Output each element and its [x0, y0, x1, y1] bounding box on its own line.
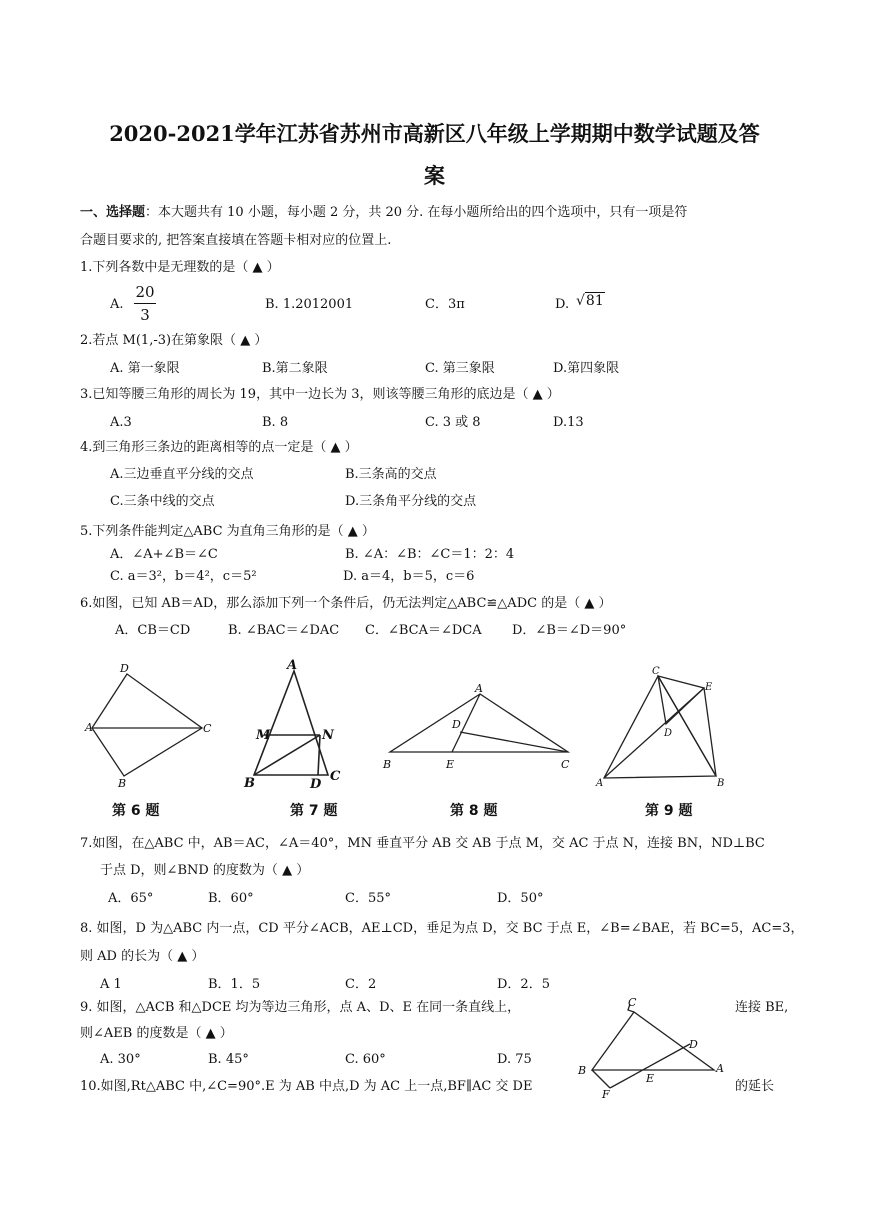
- q5-stem: 5.下列条件能判定△ABC 为直角三角形的是（ ▲ ）: [80, 524, 375, 539]
- q7-option-b: B．60°: [208, 891, 254, 906]
- fig10-label-c: C: [628, 996, 637, 1009]
- q5-option-c: C. a＝3²，b＝4²，c＝5²: [110, 569, 257, 584]
- figure-8-diagram: [380, 680, 580, 780]
- figure-7-caption: 第 7 题: [290, 803, 338, 819]
- fig8-label-c: C: [561, 758, 570, 771]
- fig7-triangle-abc: [254, 671, 328, 775]
- q2-option-a: A. 第一象限: [110, 361, 180, 376]
- fig8-label-e: E: [446, 758, 455, 771]
- q3-stem: 3.已知等腰三角形的周长为 19，其中一边长为 3，则该等腰三角形的底边是（ ▲ ）: [80, 387, 560, 402]
- fig7-label-m: M: [256, 728, 271, 743]
- q4-option-b: B.三条高的交点: [345, 467, 437, 482]
- fig9-line-eb: [704, 688, 716, 776]
- figure-8-caption: 第 8 题: [450, 803, 498, 819]
- section-intro: [80, 205, 687, 221]
- fig7-label-c: C: [330, 769, 341, 784]
- q8-stem-line1: 8. 如图，D 为△ABC 内一点，CD 平分∠ACB，AE⊥CD，垂足为点 D，交 BC 于点 E，∠B=∠BAE，若 BC=5，AC=3，: [80, 921, 804, 936]
- fig8-label-b: B: [383, 758, 392, 771]
- q1-option-b: B. 1.2012001: [265, 297, 354, 312]
- q9-stem-line1-tail: 连接 BE,: [735, 1000, 789, 1015]
- fig9-line-ae: [604, 688, 704, 778]
- fig6-label-c: C: [203, 722, 212, 735]
- q4-option-a: A.三边垂直平分线的交点: [110, 467, 254, 482]
- q5-option-d: D. a＝4，b＝5，c＝6: [343, 569, 475, 584]
- q6-option-c: C．∠BCA＝∠DCA: [365, 623, 482, 638]
- fig6-label-b: B: [118, 777, 127, 790]
- q8-option-c: C．2: [345, 977, 377, 992]
- q3-option-c: C. 3 或 8: [425, 415, 481, 430]
- fig9-label-a: A: [596, 778, 604, 789]
- q1-option-c: C．3π: [425, 297, 465, 312]
- q6-option-d: D．∠B＝∠D＝90°: [512, 623, 627, 638]
- document-title-line1: 2020-2021学年江苏省苏州市高新区八年级上学期期中数学试题及答: [109, 121, 760, 146]
- q6-option-a: A．CB＝CD: [115, 623, 191, 638]
- q5-option-b: B. ∠A：∠B：∠C＝1：2：4: [345, 547, 515, 562]
- q2-option-d: D.第四象限: [553, 361, 620, 376]
- q7-stem-line2: 于点 D，则∠BND 的度数为（ ▲ ）: [100, 863, 310, 878]
- fig7-label-a: A: [287, 658, 298, 673]
- q3-option-d: D.13: [553, 415, 584, 430]
- q9-option-b: B. 45°: [208, 1052, 249, 1067]
- q2-stem: 2.若点 M(1,-3)在第象限（ ▲ ）: [80, 333, 268, 348]
- figure-7-diagram: [238, 655, 348, 795]
- fig6-quadrilateral: [92, 674, 202, 776]
- q1-radicand: 81: [585, 293, 604, 309]
- q1-option-d-label: D.: [555, 297, 570, 312]
- q4-stem: 4.到三角形三条边的距离相等的点一定是（ ▲ ）: [80, 440, 358, 455]
- q8-stem-line2: 则 AD 的长为（ ▲ ）: [80, 949, 205, 964]
- fig8-label-d: D: [452, 718, 461, 731]
- fig8-label-a: A: [475, 682, 483, 695]
- fig7-label-b: B: [244, 776, 255, 791]
- fig6-label-a: A: [85, 721, 93, 734]
- figure-6-diagram: [82, 662, 217, 792]
- document-title-line2: 案: [424, 163, 445, 188]
- fig9-label-d: D: [664, 728, 673, 739]
- q4-option-d: D.三条角平分线的交点: [345, 494, 477, 509]
- fig6-label-d: D: [120, 662, 129, 675]
- fig10-label-f: F: [602, 1088, 610, 1101]
- fig8-triangle-abc: [390, 694, 568, 752]
- fig10-label-b: B: [578, 1064, 587, 1077]
- q6-stem: 6.如图，已知 AB＝AD，那么添加下列一个条件后，仍无法判定△ABC≌△ADC 的是（ ▲ ）: [80, 596, 612, 611]
- q8-option-d: D．2．5: [497, 977, 550, 992]
- q8-option-a: A 1: [100, 977, 122, 992]
- fig10-label-e: E: [646, 1072, 655, 1085]
- fig10-line-bf: [592, 1070, 610, 1088]
- q1-option-d-sqrt: [576, 293, 605, 309]
- q10-stem-line1: 10.如图,Rt△ABC 中,∠C=90°.E 为 AB 中点,D 为 AC 上一点,BF∥AC 交 DE: [80, 1079, 533, 1094]
- fig9-label-b: B: [717, 778, 725, 789]
- q9-stem-line2: 则∠AEB 的度数是（ ▲ ）: [80, 1026, 233, 1041]
- q10-stem-line1-tail: 的延长: [735, 1079, 775, 1094]
- q1-fraction-denominator: 3: [140, 306, 150, 324]
- q7-option-a: A．65°: [108, 891, 154, 906]
- fig10-label-a: A: [716, 1062, 724, 1075]
- q7-stem-line1: 7.如图，在△ABC 中，AB＝AC，∠A＝40°，MN 垂直平分 AB 交 AB 于点 M，交 AC 于点 N，连接 BN，ND⊥BC: [80, 836, 765, 851]
- figure-9-caption: 第 9 题: [645, 803, 693, 819]
- q7-option-d: D．50°: [497, 891, 544, 906]
- q1-option-a-label: A.: [110, 297, 124, 312]
- q4-option-c: C.三条中线的交点: [110, 494, 215, 509]
- q9-option-d: D. 75: [497, 1052, 532, 1067]
- fig7-label-d: D: [310, 777, 322, 792]
- fig9-label-e: E: [705, 682, 713, 693]
- figure-6-caption: 第 6 题: [112, 803, 160, 819]
- q3-option-a: A.3: [110, 415, 132, 430]
- q2-option-c: C. 第三象限: [425, 361, 495, 376]
- q9-option-c: C. 60°: [345, 1052, 386, 1067]
- fig9-label-c: C: [652, 666, 660, 677]
- fig7-label-n: N: [322, 728, 334, 743]
- fig10-label-d: D: [689, 1038, 698, 1051]
- q9-option-a: A. 30°: [100, 1052, 141, 1067]
- q2-option-b: B.第二象限: [262, 361, 328, 376]
- q6-option-b: B. ∠BAC＝∠DAC: [228, 623, 340, 638]
- figure-10-diagram: [572, 990, 732, 1105]
- q1-option-a-fraction: [134, 282, 156, 325]
- q1-stem: 1.下列各数中是无理数的是（ ▲ ）: [80, 260, 280, 275]
- section-text-2: 合题目要求的, 把答案直接填在答题卡相对应的位置上.: [80, 233, 392, 248]
- fig7-line-nd: [318, 735, 320, 775]
- q9-stem-line1: 9. 如图，△ACB 和△DCE 均为等边三角形，点 A、D、E 在同一条直线上，: [80, 1000, 521, 1015]
- q7-option-c: C．55°: [345, 891, 391, 906]
- q1-fraction-numerator: 20: [135, 283, 155, 301]
- figure-9-diagram: [592, 662, 732, 792]
- sqrt-icon: √: [576, 293, 585, 309]
- q8-option-b: B．1．5: [208, 977, 261, 992]
- fraction-bar: [134, 303, 156, 304]
- section-label: 一、选择题: [80, 205, 146, 220]
- q3-option-b: B. 8: [262, 415, 289, 430]
- section-text-1: ：本大题共有 10 小题，每小题 2 分，共 20 分. 在每小题所给出的四个选项中，只有一项是符: [145, 205, 688, 220]
- q5-option-a: A．∠A+∠B＝∠C: [110, 547, 218, 562]
